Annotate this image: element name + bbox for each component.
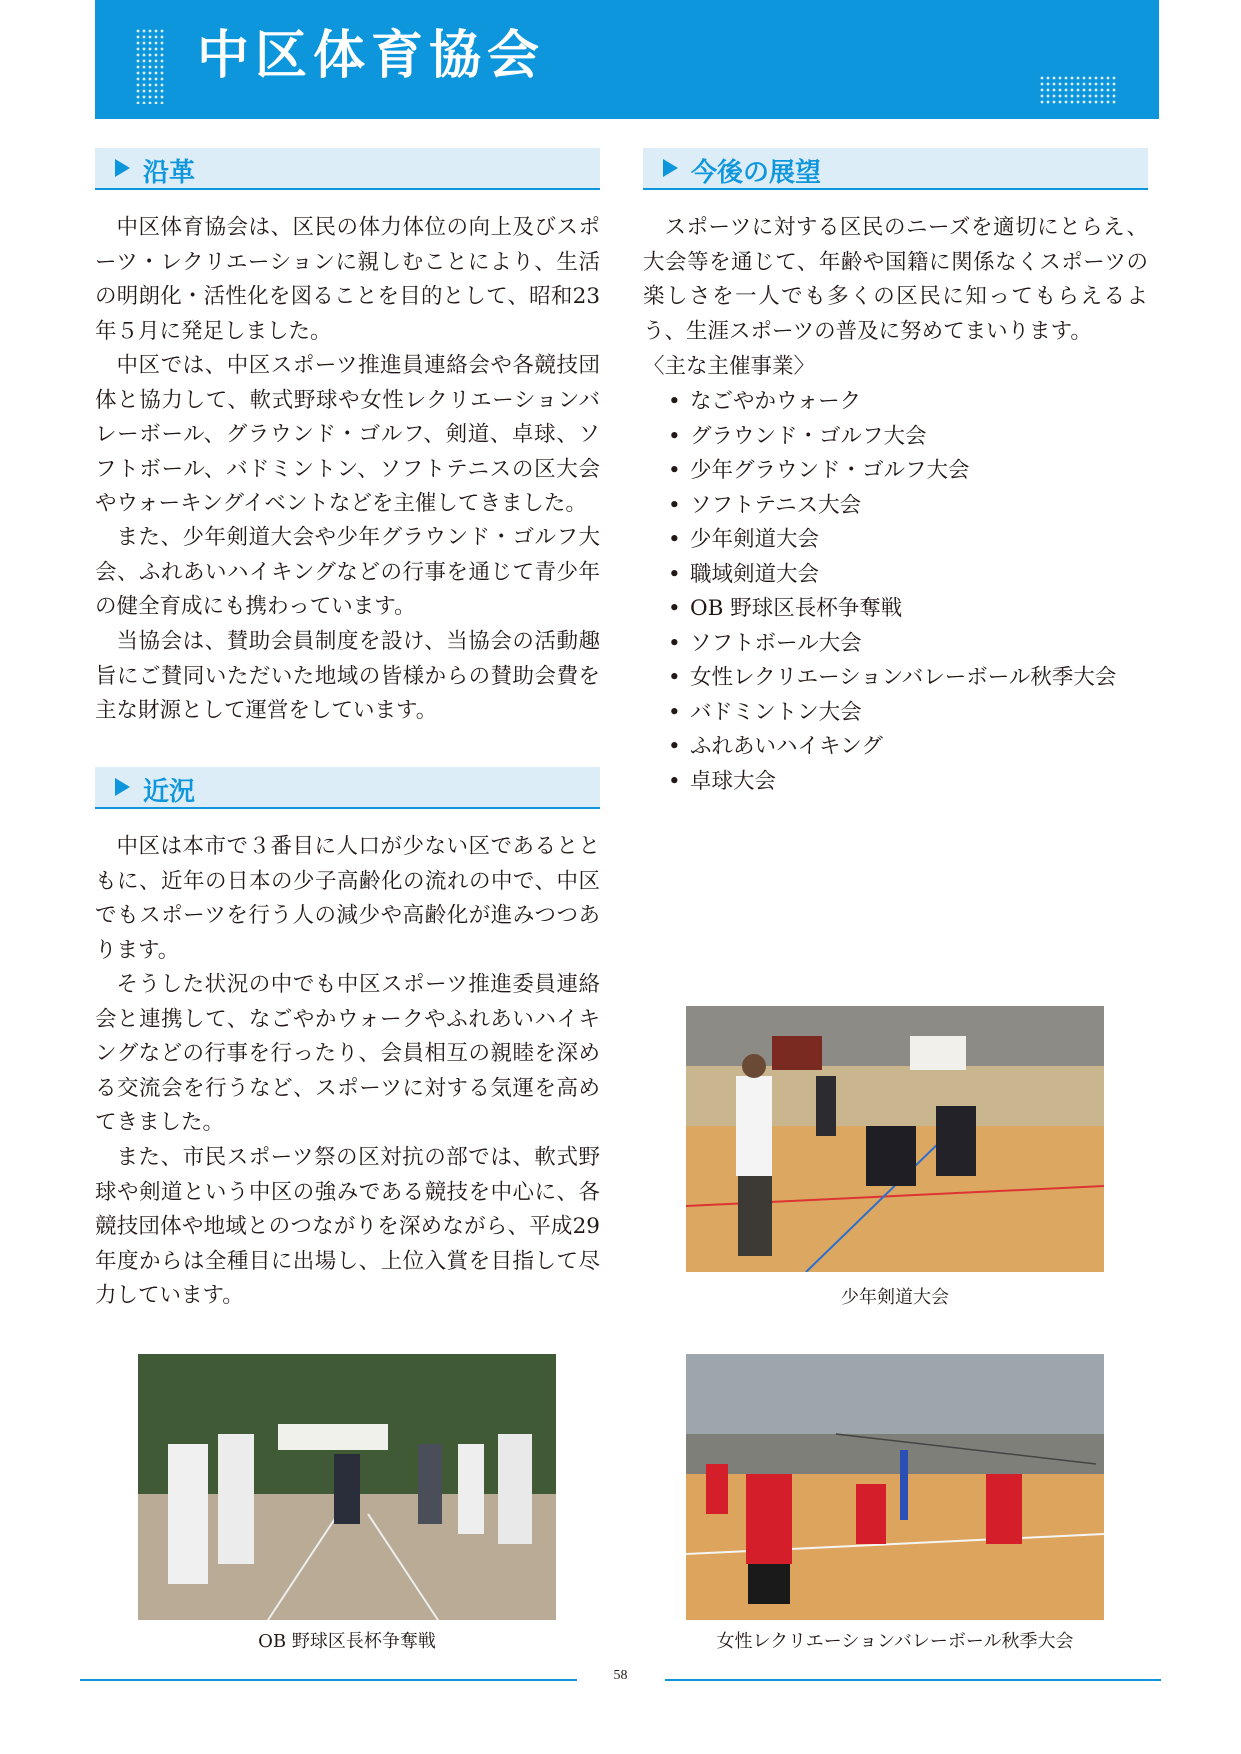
kendo-photo bbox=[686, 1006, 1104, 1272]
event-item: • 女性レクリエーションバレーボール秋季大会 bbox=[668, 661, 1116, 696]
event-item: • 少年グラウンド・ゴルフ大会 bbox=[668, 454, 1116, 489]
page-title: 中区体育協会 bbox=[197, 26, 546, 86]
events-label: 〈主な主催事業〉 bbox=[643, 354, 816, 379]
section-heading-outlook bbox=[643, 148, 1148, 190]
section-heading-history bbox=[95, 148, 600, 190]
recent-paragraph: そうした状況の中でも中区スポーツ推進委員連絡会と連携して、なごやかウォークやふれあいハイキングなどの行事を行ったり、会員相互の親睦を深める交流会を行うなど、スポーツに対する気運を高めてきました。 bbox=[95, 972, 600, 1135]
event-item: • なごやかウォーク bbox=[668, 385, 1116, 420]
outlook-paragraph: スポーツに対する区民のニーズを適切にとらえ、大会等を通じて、年齢や国籍に関係なくスポーツの楽しさを一人でも多くの区民に知ってもらえるよう、生涯スポーツの普及に努めてまいります。 bbox=[643, 215, 1148, 344]
event-item: • ソフトボール大会 bbox=[668, 627, 1116, 662]
event-item: • 少年剣道大会 bbox=[668, 523, 1116, 558]
section-heading-label: 今後の展望 bbox=[691, 158, 822, 188]
event-item: • グラウンド・ゴルフ大会 bbox=[668, 420, 1116, 455]
event-item: • 職域剣道大会 bbox=[668, 558, 1116, 593]
event-item: • 卓球大会 bbox=[668, 765, 1116, 800]
dot-pattern-decoration bbox=[135, 28, 165, 104]
event-item: • ソフトテニス大会 bbox=[668, 489, 1116, 524]
event-item: • OB 野球区長杯争奪戦 bbox=[668, 592, 1116, 627]
history-paragraph: また、少年剣道大会や少年グラウンド・ゴルフ大会、ふれあいハイキングなどの行事を通じて青少年の健全育成にも携わっています。 bbox=[95, 525, 600, 619]
section-heading-recent bbox=[95, 767, 600, 809]
event-item: • ふれあいハイキング bbox=[668, 730, 1116, 765]
section-heading-label: 沿革 bbox=[143, 158, 196, 188]
footer-divider bbox=[665, 1679, 1161, 1681]
dot-pattern-decoration bbox=[1039, 75, 1117, 105]
page-number: 58 bbox=[613, 1668, 628, 1683]
history-paragraph: 中区では、中区スポーツ推進員連絡会や各競技団体と協力して、軟式野球や女性レクリエーションバレーボール、グラウンド・ゴルフ、剣道、卓球、ソフトボール、バドミントン、ソフトテニスの区大会やウォーキングイベントなどを主催してきました。 bbox=[95, 353, 600, 516]
history-paragraph: 当協会は、賛助会員制度を設け、当協会の活動趣旨にご賛同いただいた地域の皆様からの賛助会費を主な財源として運営をしています。 bbox=[95, 629, 600, 723]
baseball-photo bbox=[138, 1354, 556, 1620]
triangle-bullet-icon bbox=[115, 159, 130, 177]
triangle-bullet-icon bbox=[663, 159, 678, 177]
recent-paragraph: 中区は本市で３番目に人口が少ない区であるとともに、近年の日本の少子高齢化の流れの中で、中区でもスポーツを行う人の減少や高齢化が進みつつあります。 bbox=[95, 834, 600, 963]
triangle-bullet-icon bbox=[115, 778, 130, 796]
volleyball-photo bbox=[686, 1354, 1104, 1620]
event-item: • バドミントン大会 bbox=[668, 696, 1116, 731]
photo-caption: 女性レクリエーションバレーボール秋季大会 bbox=[716, 1631, 1074, 1652]
events-list bbox=[668, 385, 1116, 799]
title-banner bbox=[95, 0, 1159, 119]
photo-caption: 少年剣道大会 bbox=[841, 1287, 949, 1308]
photo-caption: OB 野球区長杯争奪戦 bbox=[258, 1631, 436, 1652]
history-paragraph: 中区体育協会は、区民の体力体位の向上及びスポーツ・レクリエーションに親しむことにより、生活の明朗化・活性化を図ることを目的として、昭和23年５月に発足しました。 bbox=[95, 215, 600, 344]
section-heading-label: 近況 bbox=[143, 777, 196, 807]
recent-paragraph: また、市民スポーツ祭の区対抗の部では、軟式野球や剣道という中区の強みである競技を中心に、各競技団体や地域とのつながりを深めながら、平成29年度からは全種目に出場し、上位入賞を目指して尽力しています。 bbox=[95, 1145, 600, 1308]
